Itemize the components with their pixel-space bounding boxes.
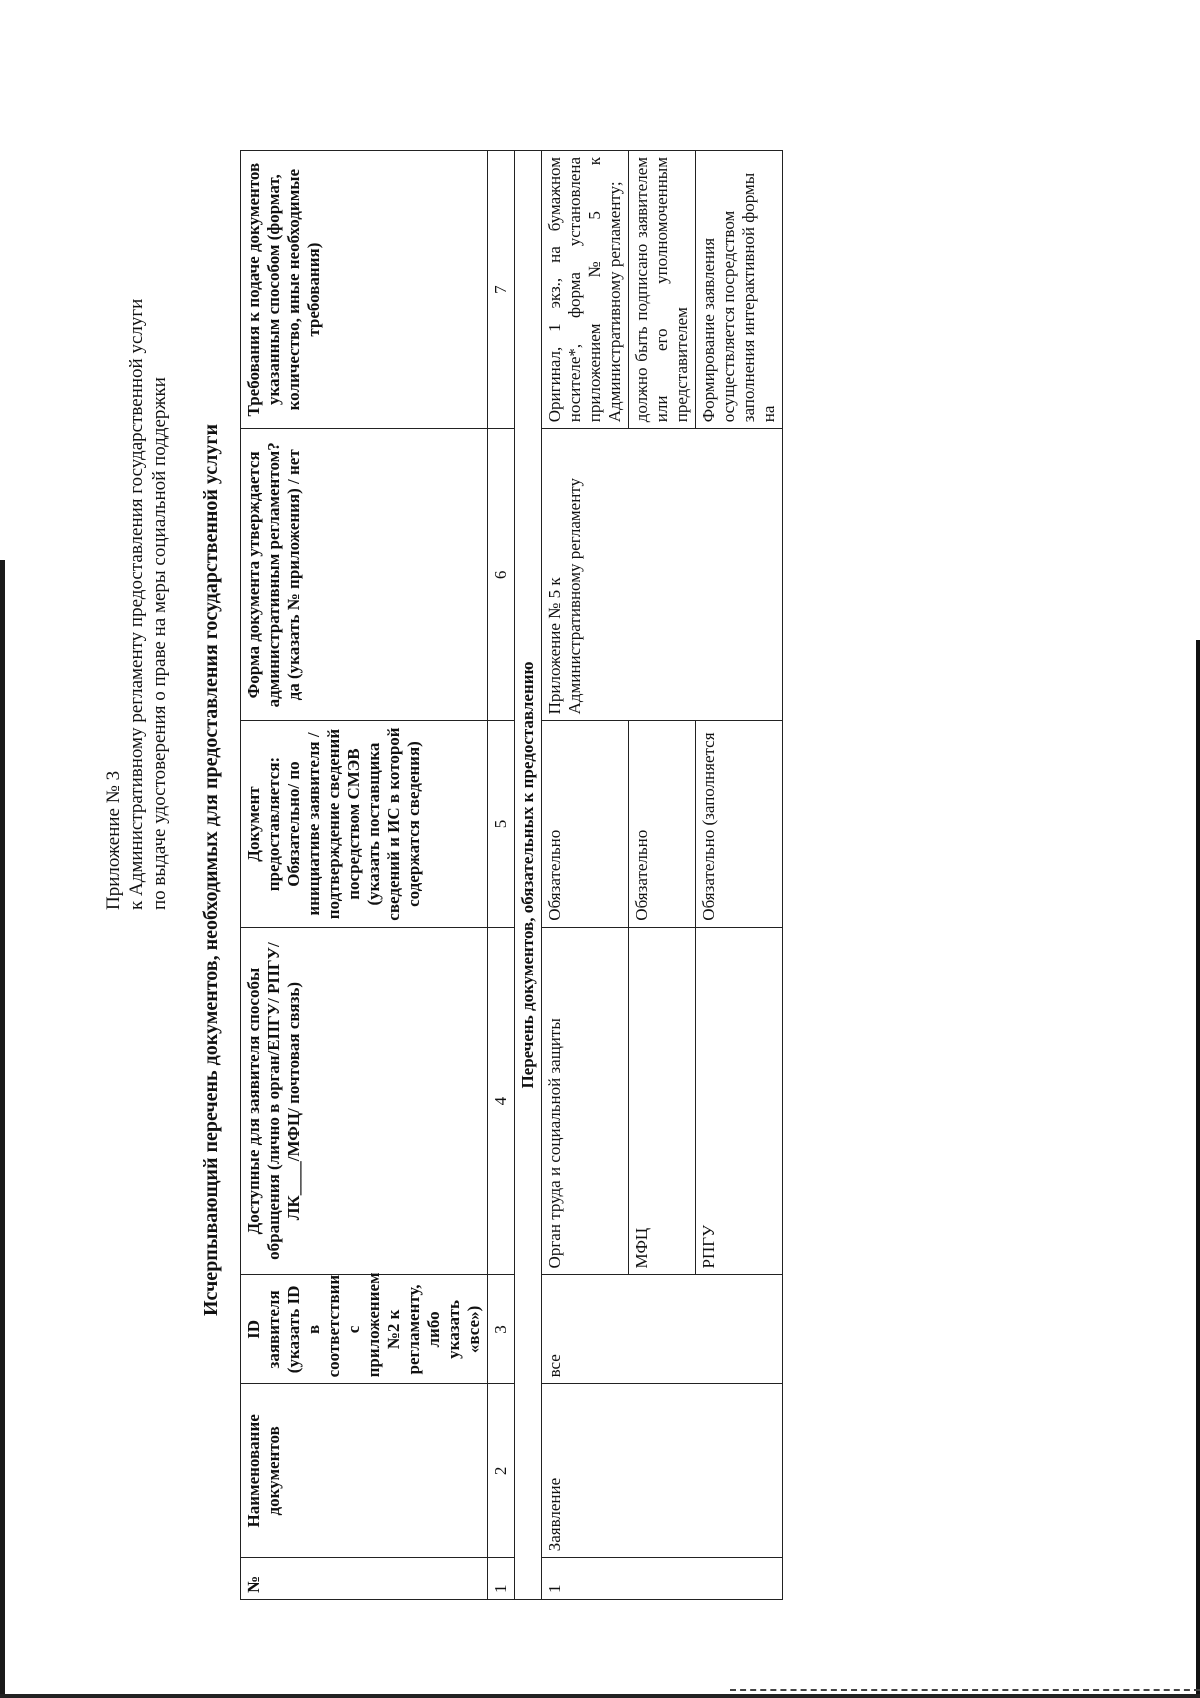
- header-cell: Требования к подаче документов указанным способом (формат, количество, иные необходимые требования): [241, 151, 488, 429]
- method-cell: МФЦ: [629, 927, 696, 1275]
- column-numbers-row: [488, 151, 515, 1600]
- header-cell: Форма документа утверждается административным регламентом? да (указать № приложения) / нет: [241, 429, 488, 721]
- scan-edge-bottom: [0, 1694, 1200, 1698]
- requirements-cell: Оригинал, 1 экз., на бумажном носителе*, форма установлена приложением №5 к Административному регламенту;: [542, 151, 629, 429]
- row-number: 1: [542, 1558, 783, 1600]
- header-cell: Наименование документов: [241, 1384, 488, 1558]
- requirements-cell: должно быть подписано заявителем или его уполномоченным представителем: [629, 151, 696, 429]
- header-cell: №: [241, 1558, 488, 1600]
- provided-cell: Обязательно (заполняется: [696, 721, 783, 927]
- document-title: Исчерпывающий перечень документов, необходимых для предоставления государственной услуги: [200, 424, 222, 1316]
- provided-cell: Обязательно: [629, 721, 696, 927]
- column-number: 1: [488, 1558, 515, 1600]
- documents-table: [240, 150, 783, 1600]
- column-number: 4: [488, 927, 515, 1275]
- header-cell: Документ предоставляется: Обязательно/ по инициативе заявителя /подтверждение сведений посредством СМЭВ (указать поставщика сведений и ИС в которой содержатся сведения): [241, 721, 488, 927]
- method-cell: РПГУ: [696, 927, 783, 1275]
- provided-cell: Обязательно: [542, 721, 629, 927]
- form-approval: Приложение № 5 к Административному регламенту: [542, 429, 783, 721]
- column-number: 3: [488, 1275, 515, 1384]
- appendix-block: [102, 110, 171, 910]
- requirements-cell: Формирование заявления осуществляется посредством заполнения интерактивной формы на: [696, 151, 783, 429]
- table-row: [542, 151, 629, 1600]
- header-row: [241, 151, 488, 1600]
- scan-edge-left: [0, 560, 5, 1698]
- scan-dash-bottom: [730, 1689, 1200, 1691]
- column-number: 5: [488, 721, 515, 927]
- column-number: 6: [488, 429, 515, 721]
- section-title: Перечень документов, обязательных к предоставлению: [515, 151, 542, 1600]
- column-number: 7: [488, 151, 515, 429]
- rotated-page: [60, 100, 1140, 1640]
- applicant-id: все: [542, 1275, 783, 1384]
- method-cell: Орган труда и социальной защиты: [542, 927, 629, 1275]
- header-cell: Доступные для заявителя способы обращения (лично в орган/ЕПГУ/ РПГУ/ЛК____/МФЦ/ почтовая связь): [241, 927, 488, 1275]
- document-name: Заявление: [542, 1384, 783, 1558]
- appendix-line-3: по выдаче удостоверения о праве на меры социальной поддержки: [149, 377, 170, 910]
- section-row: [515, 151, 542, 1600]
- header-cell: ID заявителя (указать ID в соответствии с приложением №2 к регламенту, либо указать «все»): [241, 1275, 488, 1384]
- scan-edge-right: [1196, 640, 1200, 1698]
- appendix-line-2: к Административному регламенту предоставления государственной услуги: [126, 298, 147, 910]
- appendix-number: Приложение № 3: [103, 770, 124, 910]
- column-number: 2: [488, 1384, 515, 1558]
